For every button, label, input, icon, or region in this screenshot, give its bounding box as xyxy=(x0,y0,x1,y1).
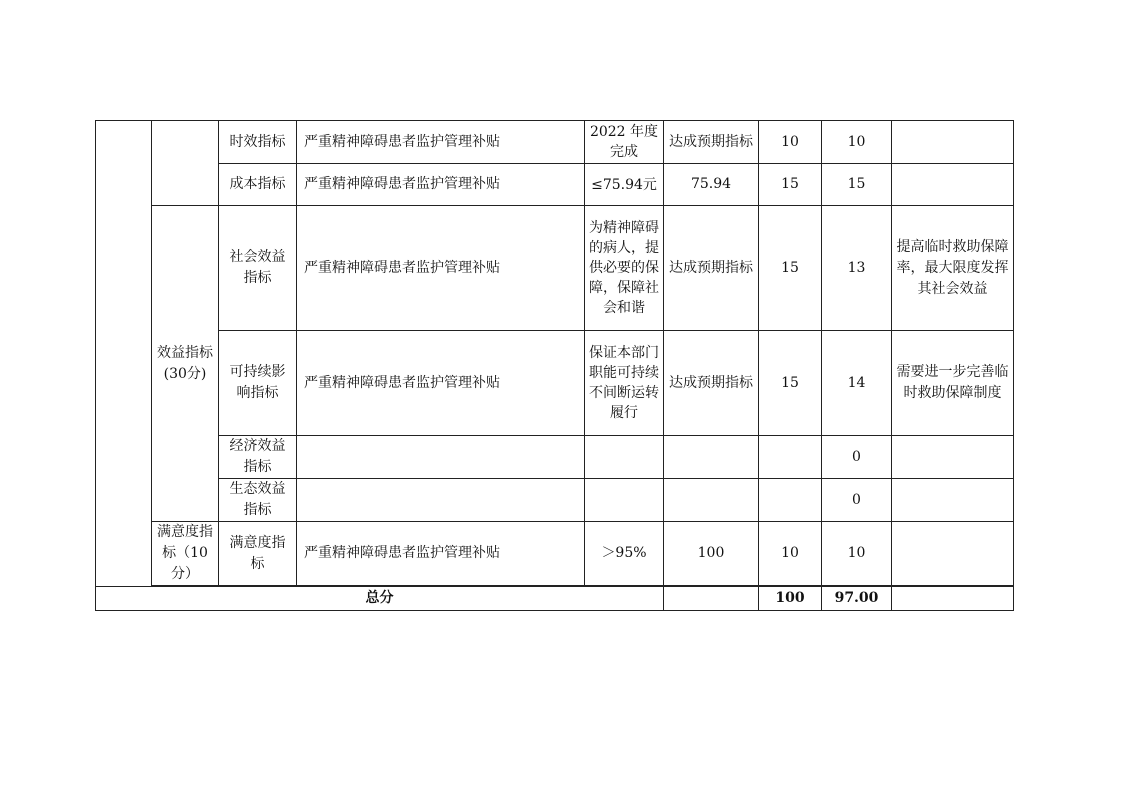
metric-cell: 生态效益指标 xyxy=(219,479,297,522)
target-cell: 2022 年度完成 xyxy=(585,121,664,164)
actual-cell: 达成预期指标 xyxy=(664,121,759,164)
total-actual-cell xyxy=(664,587,759,611)
target-cell: ＞95% xyxy=(585,522,664,586)
weight-cell: 15 xyxy=(759,164,822,206)
benefit-group-cell: 效益指标(30分) xyxy=(152,206,219,522)
total-note-cell xyxy=(892,587,1014,611)
actual-cell: 100 xyxy=(664,522,759,586)
item-cell: 严重精神障碍患者监护管理补贴 xyxy=(297,331,585,436)
metric-cell: 满意度指标 xyxy=(219,522,297,586)
table-row-total xyxy=(96,587,1014,611)
table-row-ecological-benefit xyxy=(96,479,1014,522)
target-cell: ≤75.94元 xyxy=(585,164,664,206)
table-row-sustainable-impact xyxy=(96,331,1014,436)
level1-category-cell xyxy=(96,121,152,587)
note-cell xyxy=(892,436,1014,479)
actual-cell: 达成预期指标 xyxy=(664,206,759,331)
metric-cell: 可持续影响指标 xyxy=(219,331,297,436)
table-row-timeliness xyxy=(96,121,1014,164)
metric-cell: 经济效益指标 xyxy=(219,436,297,479)
weight-cell xyxy=(759,479,822,522)
total-weight-cell: 100 xyxy=(759,587,822,611)
item-cell: 严重精神障碍患者监护管理补贴 xyxy=(297,164,585,206)
metric-cell: 社会效益指标 xyxy=(219,206,297,331)
note-cell xyxy=(892,479,1014,522)
level2-output-cell xyxy=(152,121,219,206)
note-cell xyxy=(892,522,1014,586)
item-cell: 严重精神障碍患者监护管理补贴 xyxy=(297,206,585,331)
metric-cell: 时效指标 xyxy=(219,121,297,164)
actual-cell: 达成预期指标 xyxy=(664,331,759,436)
note-cell xyxy=(892,121,1014,164)
weight-cell xyxy=(759,436,822,479)
note-cell: 提高临时救助保障率，最大限度发挥其社会效益 xyxy=(892,206,1014,331)
weight-cell: 15 xyxy=(759,331,822,436)
target-cell xyxy=(585,479,664,522)
target-cell: 保证本部门职能可持续不间断运转履行 xyxy=(585,331,664,436)
target-cell: 为精神障碍的病人，提供必要的保障，保障社会和谐 xyxy=(585,206,664,331)
score-cell: 14 xyxy=(822,331,892,436)
score-cell: 10 xyxy=(822,121,892,164)
note-cell: 需要进一步完善临时救助保障制度 xyxy=(892,331,1014,436)
total-score-cell: 97.00 xyxy=(822,587,892,611)
table-row-economic-benefit xyxy=(96,436,1014,479)
item-cell: 严重精神障碍患者监护管理补贴 xyxy=(297,522,585,586)
item-cell: 严重精神障碍患者监护管理补贴 xyxy=(297,121,585,164)
score-cell: 0 xyxy=(822,436,892,479)
target-cell xyxy=(585,436,664,479)
weight-cell: 10 xyxy=(759,522,822,586)
score-cell: 10 xyxy=(822,522,892,586)
note-cell xyxy=(892,164,1014,206)
actual-cell xyxy=(664,436,759,479)
item-cell xyxy=(297,479,585,522)
score-cell: 15 xyxy=(822,164,892,206)
actual-cell: 75.94 xyxy=(664,164,759,206)
weight-cell: 10 xyxy=(759,121,822,164)
score-cell: 0 xyxy=(822,479,892,522)
satisfaction-group-cell: 满意度指标（10 分） xyxy=(152,522,219,586)
total-label-cell: 总分 xyxy=(96,587,664,611)
metric-cell: 成本指标 xyxy=(219,164,297,206)
actual-cell xyxy=(664,479,759,522)
item-cell xyxy=(297,436,585,479)
performance-evaluation-table xyxy=(95,120,1014,611)
weight-cell: 15 xyxy=(759,206,822,331)
score-cell: 13 xyxy=(822,206,892,331)
table-row-cost xyxy=(96,164,1014,206)
table-row-social-benefit xyxy=(96,206,1014,331)
table-row-satisfaction xyxy=(96,522,1014,586)
